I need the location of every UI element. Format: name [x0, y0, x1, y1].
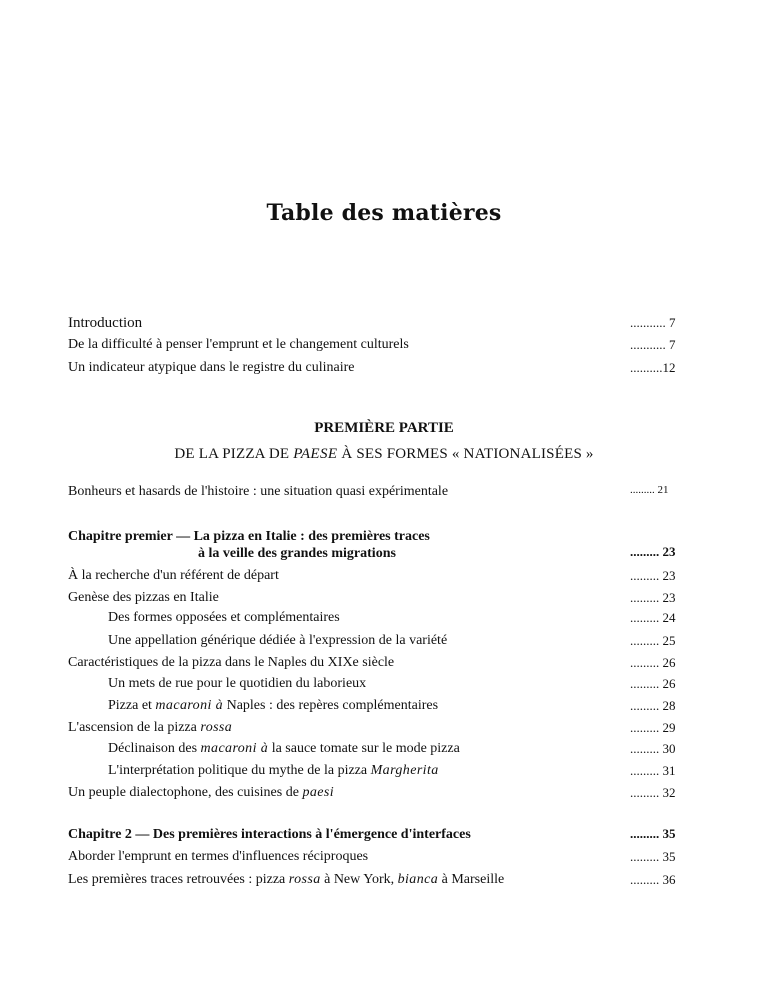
toc-entry-label: Un peuple dialectophone, des cuisines de paesi	[68, 785, 334, 800]
part-number: PREMIÈRE PARTIE	[314, 420, 454, 436]
toc-entry-label: Des formes opposées et complémentaires	[108, 610, 340, 625]
toc-entry	[0, 610, 768, 632]
toc-entry-page: ..........12	[630, 360, 676, 375]
page-title: Table des matières	[266, 200, 502, 226]
chapter-title: Chapitre 2 — Des premières interactions à l'émergence d'interfaces	[68, 827, 471, 842]
toc-entry-label: Les premières traces retrouvées : pizza rossa à New York, bianca à Marseille	[68, 872, 505, 887]
toc-entry-label: À la recherche d'un référent de départ	[68, 568, 279, 583]
toc-entry	[0, 676, 768, 698]
toc-entry	[0, 872, 768, 894]
toc-entry-page: ......... 26	[630, 676, 676, 691]
toc-entry-page: ......... 35	[630, 826, 676, 841]
toc-entry-label: L'ascension de la pizza rossa	[68, 720, 233, 735]
toc-entry	[0, 337, 768, 359]
toc-entry-label: Aborder l'emprunt en termes d'influences réciproques	[68, 849, 369, 864]
toc-entry-label: Déclinaison des macaroni à la sauce tomate sur le mode pizza	[108, 741, 460, 756]
toc-entry-page: ......... 35	[630, 849, 676, 864]
toc-entry-label: Caractéristiques de la pizza dans le Naples du XIXe siècle	[68, 655, 395, 670]
toc-entry	[0, 720, 768, 742]
toc-entry-page: ......... 23	[630, 544, 676, 559]
toc-entry	[0, 360, 768, 382]
chapter-heading	[0, 528, 768, 568]
toc-entry-page: ......... 30	[630, 741, 676, 756]
toc-entry-label: Une appellation générique dédiée à l'expression de la variété	[108, 633, 448, 648]
toc-entry	[0, 484, 768, 506]
toc-entry-label: Introduction	[68, 315, 143, 331]
toc-entry-page: ......... 26	[630, 655, 676, 670]
toc-entry-page: ......... 32	[630, 785, 676, 800]
toc-entry	[0, 698, 768, 720]
toc-entry-label: Genèse des pizzas en Italie	[68, 590, 219, 605]
toc-entry	[0, 741, 768, 763]
toc-entry-page: ......... 31	[630, 763, 676, 778]
toc-entry-page: ......... 24	[630, 610, 676, 625]
toc-entry	[0, 655, 768, 677]
toc-entry-page: ......... 36	[630, 872, 676, 887]
toc-entry-page: ......... 23	[630, 568, 676, 583]
toc-entry	[0, 633, 768, 655]
toc-entry-page: ......... 23	[630, 590, 676, 605]
toc-entry-label: Bonheurs et hasards de l'histoire : une situation quasi expérimentale	[68, 484, 449, 499]
toc-entry-label: L'interprétation politique du mythe de la pizza Margherita	[108, 763, 439, 778]
toc-entry-page: ......... 29	[630, 720, 676, 735]
toc-entry-label: De la difficulté à penser l'emprunt et le changement culturels	[68, 337, 409, 352]
part-title: DE LA PIZZA DE PAESE À SES FORMES « NATIONALISÉES »	[174, 446, 594, 462]
toc-entry	[0, 849, 768, 871]
chapter-heading	[0, 826, 768, 848]
toc-entry-page: ........... 7	[630, 315, 676, 330]
toc-entry	[0, 785, 768, 807]
toc-entry-label: Un indicateur atypique dans le registre du culinaire	[68, 360, 355, 375]
chapter-title: Chapitre premier — La pizza en Italie : des premières traces à la veille des grandes migrations	[68, 529, 430, 561]
toc-entry	[0, 590, 768, 612]
toc-entry	[0, 568, 768, 590]
toc-entry-page: ......... 28	[630, 698, 676, 713]
toc-entry	[0, 763, 768, 785]
toc-entry	[0, 315, 768, 337]
toc-entry-page: ........... 7	[630, 337, 676, 352]
toc-entry-page: ......... 21	[630, 484, 669, 496]
toc-entry-page: ......... 25	[630, 633, 676, 648]
toc-entry-label: Un mets de rue pour le quotidien du laborieux	[108, 676, 367, 691]
toc-entry-label: Pizza et macaroni à Naples : des repères complémentaires	[108, 698, 439, 713]
